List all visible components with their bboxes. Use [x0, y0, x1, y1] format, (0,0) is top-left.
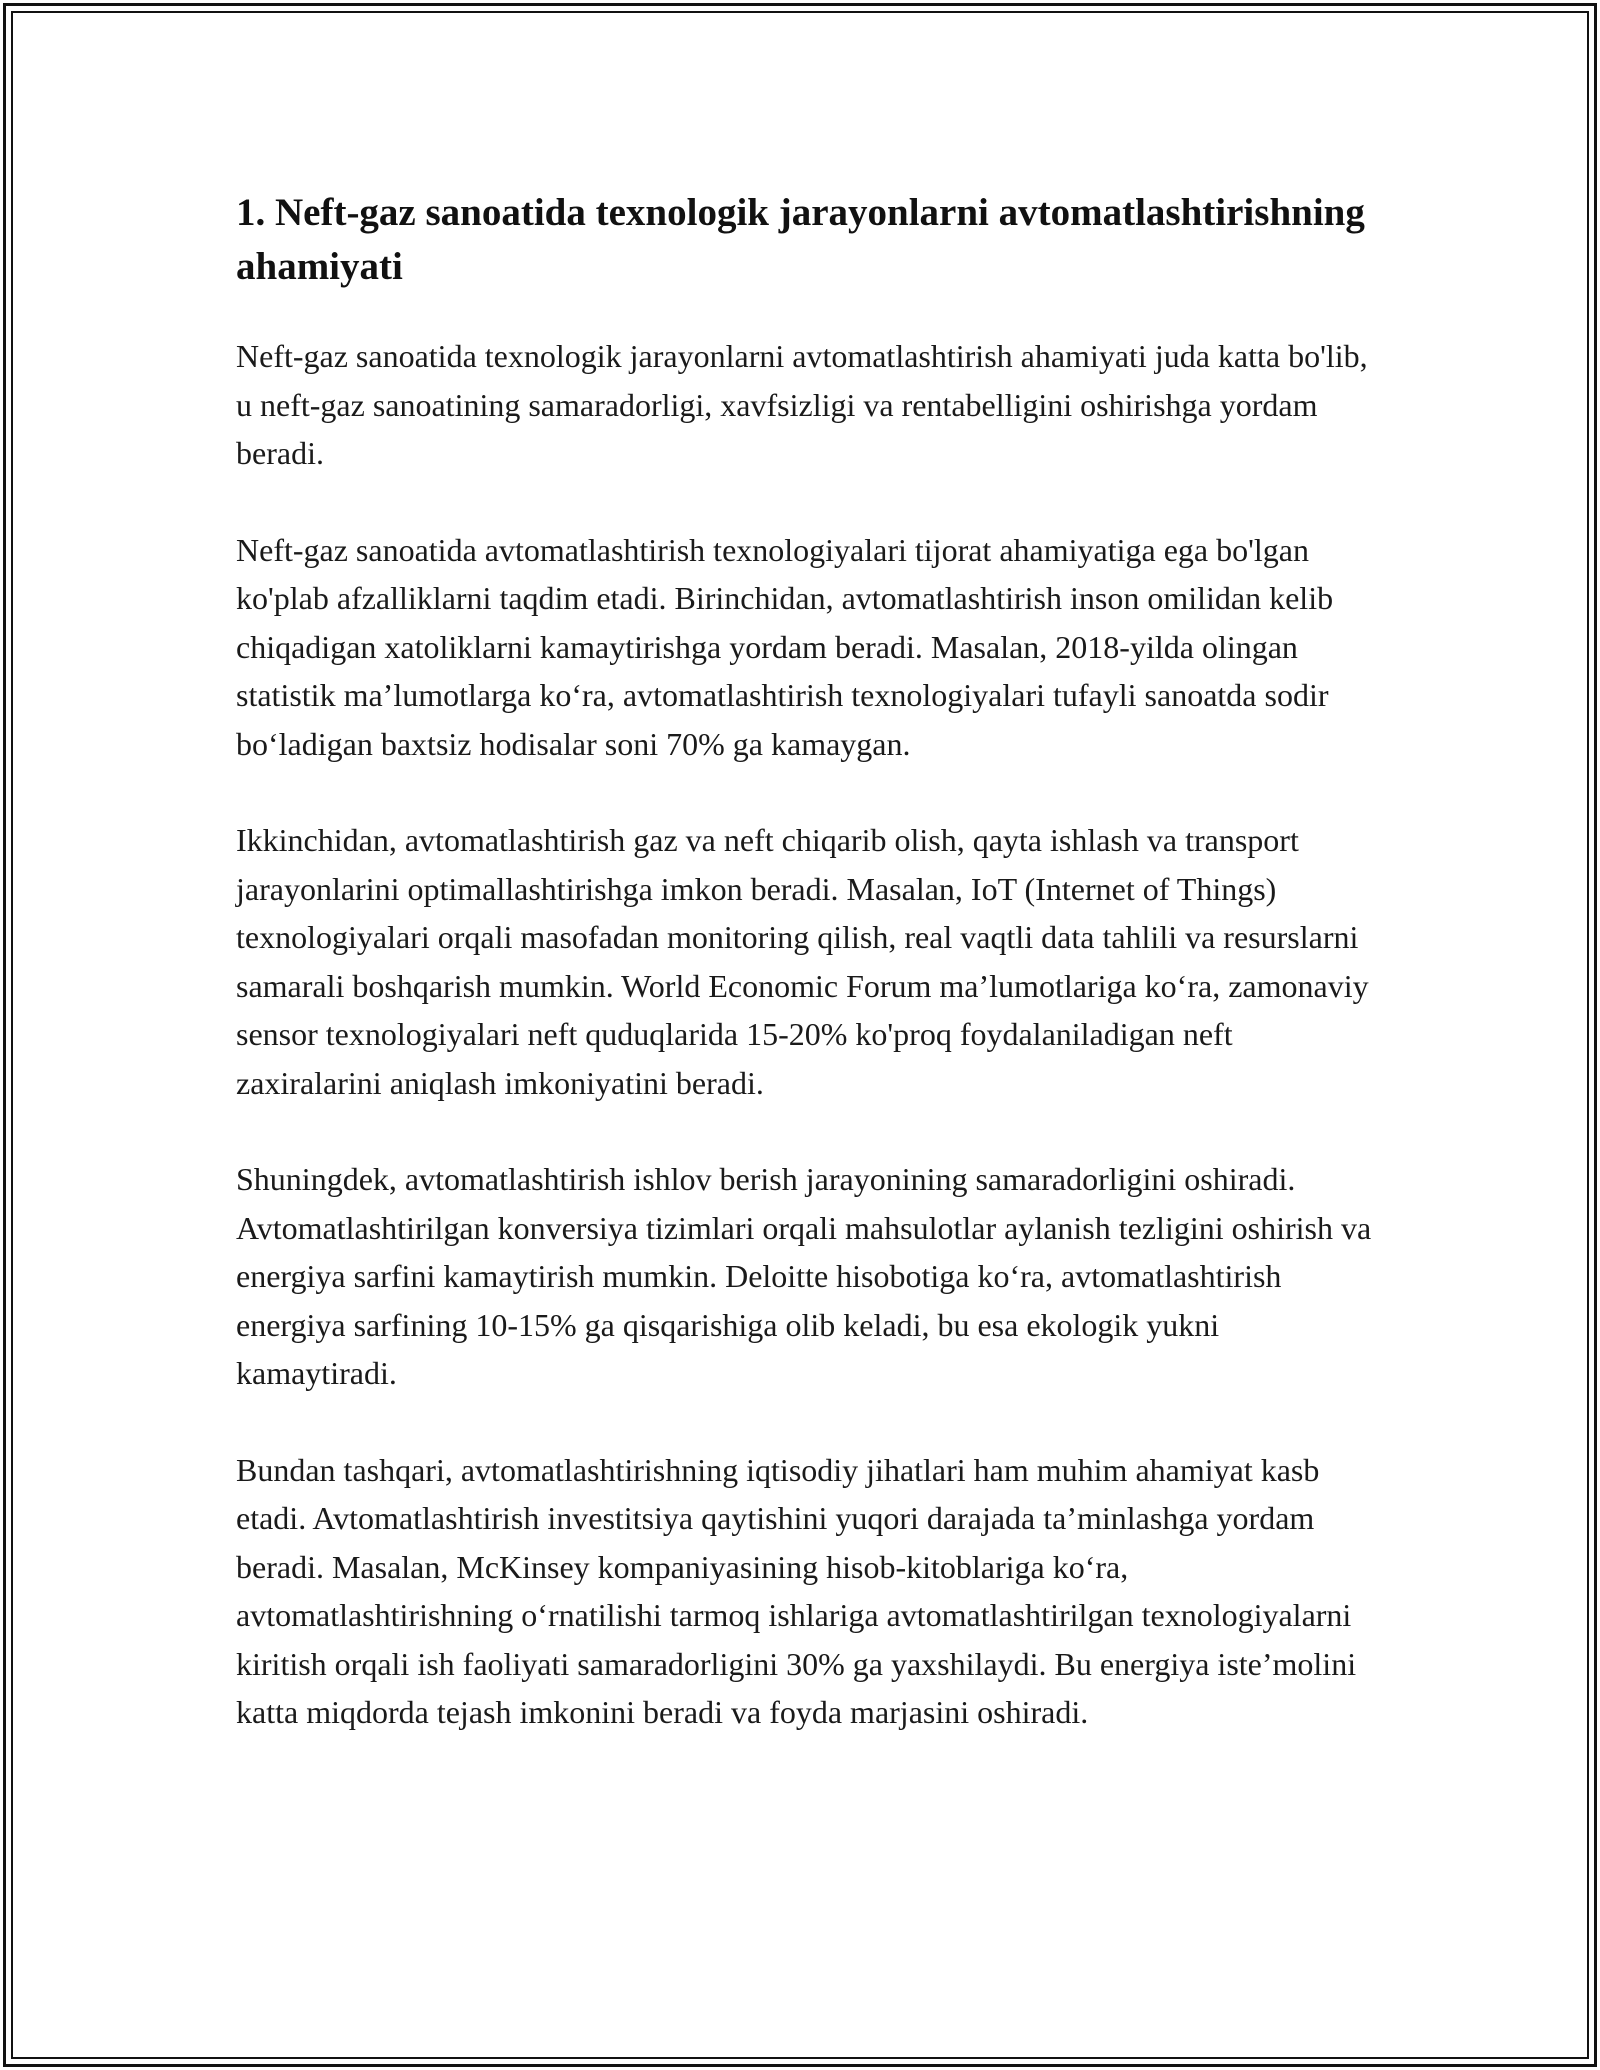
paragraph-2: Neft-gaz sanoatida avtomatlashtirish texnologiyalari tijorat ahamiyatiga ega bo'lgan ko'plab afzalliklarni taqdim etadi. Birinchidan, avtomatlashtirish inson omilidan kelib chiqadigan xatoliklarni kamaytirishga yordam beradi. Masalan, 2018-yilda olingan statistik ma’lumotlarga ko‘ra, avtomatlashtirish texnologiyalari tufayli sanoatda sodir bo‘ladigan baxtsiz hodisalar soni 70% ga kamaygan.: [236, 531, 1334, 762]
section-heading: 1. Neft-gaz sanoatida texnologik jarayonlarni avtomatlashtirishning ahamiyati: [236, 191, 1365, 288]
paragraph-5: Bundan tashqari, avtomatlashtirishning iqtisodiy jihatlari ham muhim ahamiyat kasb etadi. Avtomatlashtirish investitsiya qaytishini yuqori darajada ta’minlashga yordam beradi. Masalan, McKinsey kompaniyasining hisob-kitoblariga ko‘ra, avtomatlashtirishning o‘rnatilishi tarmoq ishlariga avtomatlashtirilgan texnologiyalarni kiritish orqali ish faoliyati samaradorligini 30% ga yaxshilaydi. Bu energiya iste’molini katta miqdorda tejash imkonini beradi va foyda marjasini oshiradi.: [236, 1451, 1357, 1730]
paragraph-3: Ikkinchidan, avtomatlashtirish gaz va neft chiqarib olish, qayta ishlash va transport jarayonlarini optimallashtirishga imkon beradi. Masalan, IoT (Internet of Things) texnologiyalari orqali masofadan monitoring qilish, real vaqtli data tahlili va resurslarni samarali boshqarish mumkin. World Economic Forum ma’lumotlariga ko‘ra, zamonaviy sensor texnologiyalari neft quduqlarida 15-20% ko'proq foydalaniladigan neft zaxiralarini aniqlash imkoniyatini beradi.: [236, 822, 1369, 1101]
paragraph-4: Shuningdek, avtomatlashtirish ishlov berish jarayonining samaradorligini oshiradi. Avtomatlashtirilgan konversiya tizimlari orqali mahsulotlar aylanish tezligini oshirish va energiya sarfini kamaytirish mumkin. Deloitte hisobotiga ko‘ra, avtomatlashtirish energiya sarfining 10-15% ga qisqarishiga olib keladi, bu esa ekologik yukni kamaytiradi.: [236, 1161, 1372, 1391]
paragraph-1: Neft-gaz sanoatida texnologik jarayonlarni avtomatlashtirish ahamiyati juda katta bo'lib, u neft-gaz sanoatining samaradorligi, xavfsizligi va rentabelligini oshirishga yordam beradi.: [236, 338, 1368, 471]
document-body: [236, 186, 1376, 1785]
